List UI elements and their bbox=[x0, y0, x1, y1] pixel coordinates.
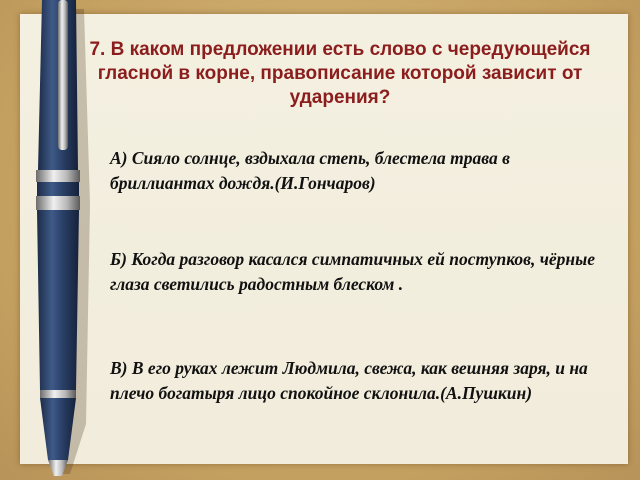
answer-a[interactable]: А) Сияло солнце, вздыхала степь, блестела трава в бриллиантах дождя.(И.Гончаров) bbox=[110, 148, 510, 193]
question-text: 7. В каком предложении есть слово с чередующейся гласной в корне, правописание которой зависит от ударения? bbox=[89, 39, 591, 108]
answer-b[interactable]: Б) Когда разговор касался симпатичных ей поступков, чёрные глаза светились радостным блеском . bbox=[110, 249, 596, 294]
answer-c[interactable]: В) В его руках лежит Людмила, свежа, как вешняя заря, и на плечо богатыря лицо спокойное склонила.(А.Пушкин) bbox=[110, 358, 588, 403]
